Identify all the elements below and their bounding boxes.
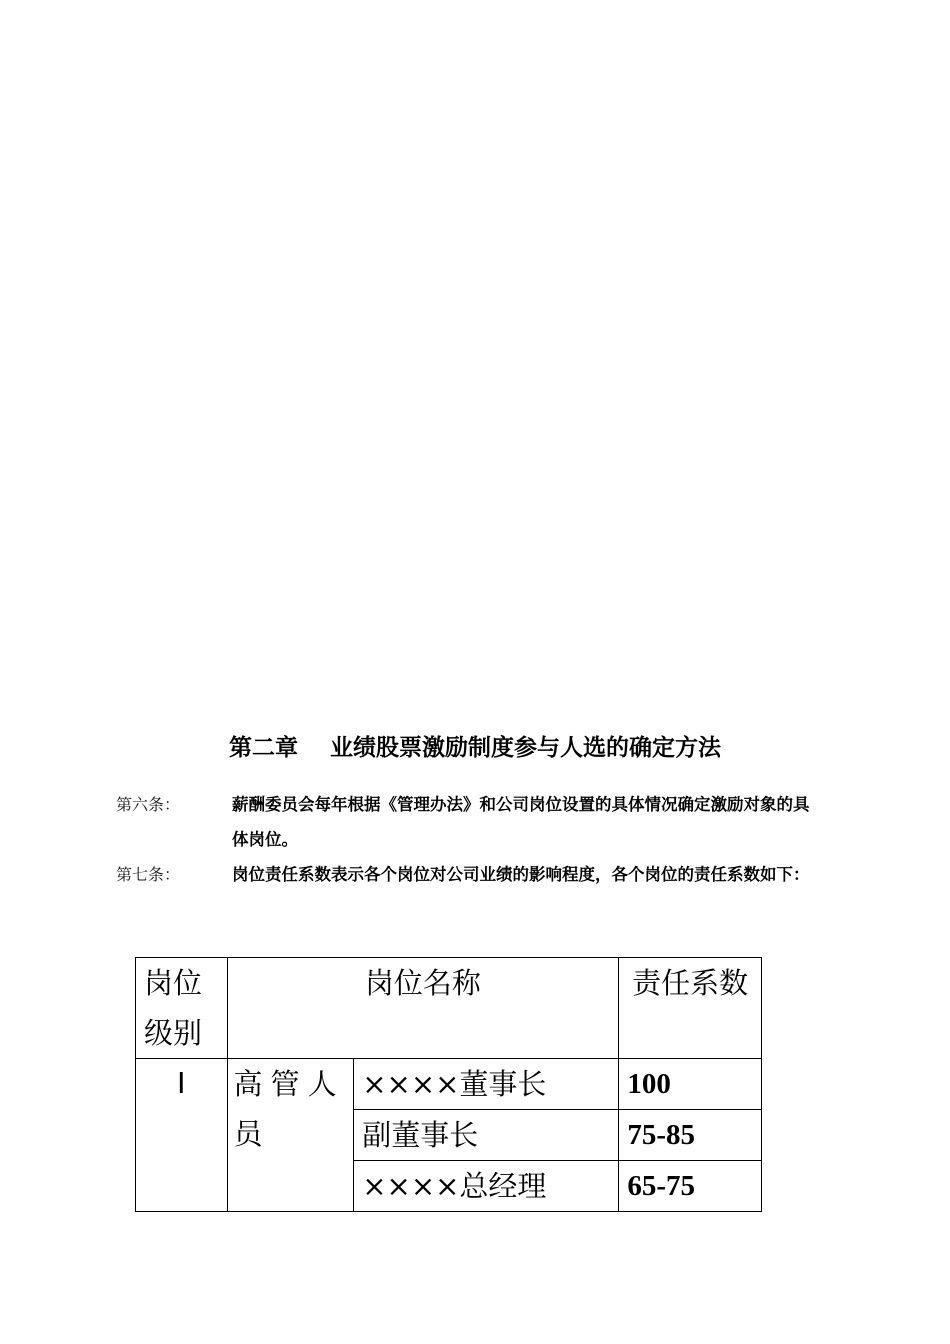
chapter-title: 第二章 业绩股票激励制度参与人选的确定方法 [228,734,722,761]
article-text: 岗位责任系数表示各个岗位对公司业绩的影响程度，各个岗位的责任系数如下： [232,865,810,884]
coefficient-cell: 100 [619,1059,762,1110]
header-coefficient: 责任系数 [619,958,762,1059]
position-cell: 副董事长 [354,1110,619,1161]
coefficient-cell: 75-85 [619,1110,762,1161]
table-row [136,1059,762,1110]
article-label: 第七条： [116,865,181,884]
article-label: 第六条： [116,795,181,814]
table-header-row [136,958,762,1059]
header-position-name: 岗位名称 [227,958,619,1059]
responsibility-coefficient-table [135,957,762,1212]
level-cell: Ⅰ [136,1059,228,1212]
header-level: 岗位级别 [136,958,228,1059]
coefficient-cell: 65-75 [619,1161,762,1212]
position-cell: ××××总经理 [354,1161,619,1212]
position-cell: ××××董事长 [354,1059,619,1110]
group-cell: 高管人员 [227,1059,354,1212]
article-text: 薪酬委员会每年根据《管理办法》和公司岗位设置的具体情况确定激励对象的具体岗位。 [232,795,810,849]
